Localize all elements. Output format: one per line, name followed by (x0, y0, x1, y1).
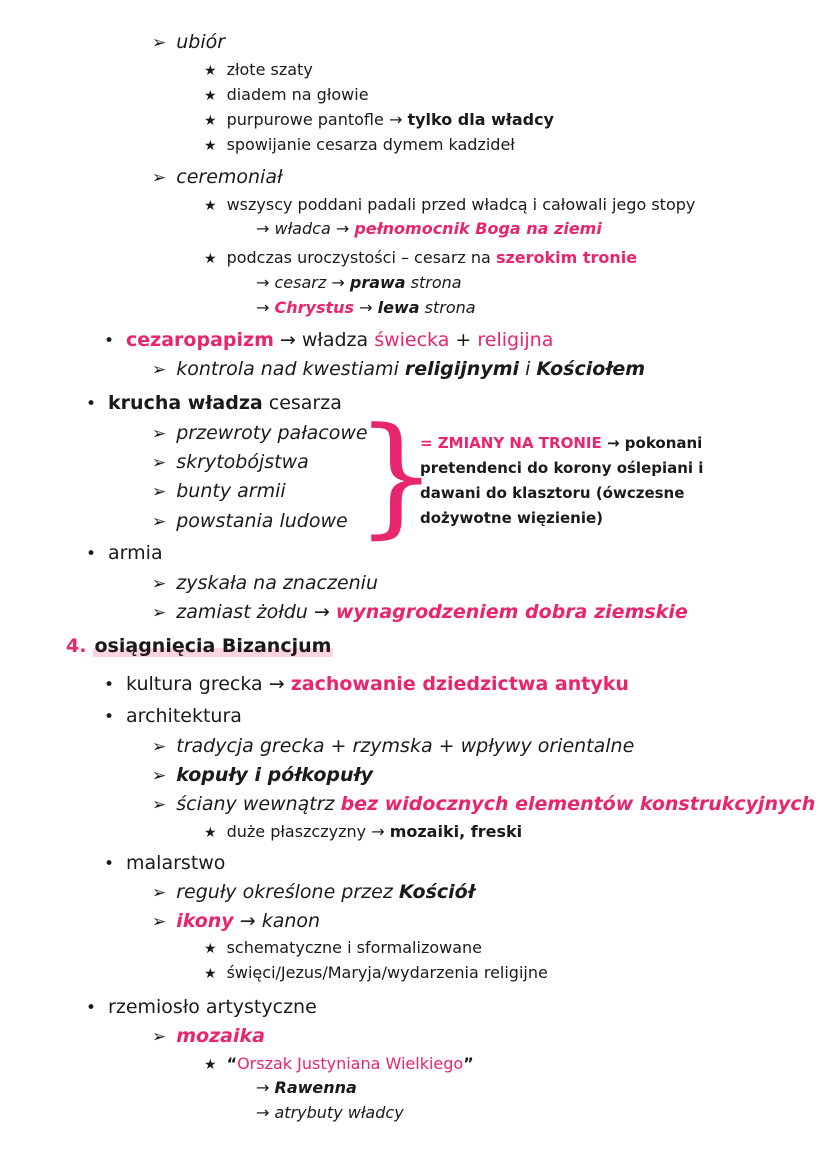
list-item: ★ purpurowe pantofle → tylko dla władcy (204, 110, 554, 129)
brace-note-line: dawani do klasztoru (ówczesne (420, 484, 685, 502)
arrow-bullet-icon: ➢ (152, 33, 167, 53)
list-item: ➢ kopuły i półkopuły (152, 764, 374, 786)
star-bullet-icon: ★ (204, 63, 217, 79)
dot-bullet-icon: • (86, 394, 97, 414)
star-bullet-icon: ★ (204, 251, 217, 267)
star-bullet-icon: ★ (204, 941, 217, 957)
section-heading: 4. osiągnięcia Bizancjum (66, 635, 332, 657)
list-subitem: → atrybuty władcy (256, 1103, 404, 1122)
list-subitem: ★ duże płaszczyzny → mozaiki, freski (204, 822, 523, 841)
arrow-icon: → (268, 673, 285, 695)
list-subitem: ★ schematyczne i sformalizowane (204, 938, 483, 957)
list-item: ➢ tradycja grecka + rzymska + wpływy orientalne (152, 735, 635, 757)
list-item: ➢ ściany wewnątrz bez widocznych elementów konstrukcyjnych (152, 793, 816, 815)
bullet-item: • architektura (104, 705, 242, 727)
list-item: ★ złote szaty (204, 60, 313, 79)
star-bullet-icon: ★ (204, 198, 217, 214)
list-item: ➢ powstania ludowe (152, 510, 348, 532)
list-subitem: ★ “Orszak Justyniana Wielkiego” (204, 1054, 474, 1073)
arrow-icon: → (331, 273, 345, 292)
dot-bullet-icon: • (86, 998, 97, 1018)
arrow-icon: → (256, 1103, 270, 1122)
arrow-bullet-icon: ➢ (152, 1027, 167, 1047)
dot-bullet-icon: • (104, 675, 115, 695)
brace-note-line: dożywotne więzienie) (420, 509, 604, 527)
arrow-icon: → (359, 298, 373, 317)
arrow-icon: → (239, 910, 256, 932)
list-item: ➢ przewroty pałacowe (152, 422, 368, 444)
bullet-item: • krucha władza cesarza (86, 392, 342, 414)
arrow-bullet-icon: ➢ (152, 766, 167, 786)
list-item: ➢ skrytobójstwa (152, 451, 309, 473)
arrow-icon: → (256, 298, 270, 317)
arrow-icon: → (335, 219, 350, 238)
list-item: ➢ bunty armii (152, 480, 286, 502)
arrow-bullet-icon: ➢ (152, 482, 167, 502)
arrow-bullet-icon: ➢ (152, 512, 167, 532)
list-item: ➢ ikony → kanon (152, 910, 321, 932)
arrow-icon: → (606, 434, 620, 452)
list-subitem: → Chrystus → lewa strona (256, 298, 476, 317)
bullet-item: • cezaropapizm → władza świecka + religijna (104, 329, 554, 351)
arrow-bullet-icon: ➢ (152, 424, 167, 444)
arrow-icon: → (256, 273, 270, 292)
arrow-bullet-icon: ➢ (152, 360, 167, 380)
list-item: ➢ mozaika (152, 1025, 265, 1047)
arrow-bullet-icon: ➢ (152, 883, 167, 903)
bullet-item: • malarstwo (104, 852, 226, 874)
arrow-bullet-icon: ➢ (152, 795, 167, 815)
bullet-item: • kultura grecka → zachowanie dziedzictwa antyku (104, 673, 629, 695)
curly-brace-icon: } (355, 399, 438, 551)
arrow-bullet-icon: ➢ (152, 168, 167, 188)
star-bullet-icon: ★ (204, 88, 217, 104)
dot-bullet-icon: • (104, 331, 115, 351)
list-subitem: ★ święci/Jezus/Maryja/wydarzenia religijne (204, 963, 548, 982)
star-bullet-icon: ★ (204, 966, 217, 982)
ubior-heading: ➢ ubiór (152, 31, 226, 53)
bullet-item: • rzemiosło artystyczne (86, 996, 317, 1018)
bullet-item: • armia (86, 542, 163, 564)
list-item: ★ wszyscy poddani padali przed władcą i całowali jego stopy (204, 195, 696, 214)
list-item: ➢ zamiast żołdu → wynagrodzeniem dobra ziemskie (152, 601, 688, 623)
list-subitem: → Rawenna (256, 1078, 357, 1097)
brace-note-line: pretendenci do korony oślepiani i (420, 459, 704, 477)
arrow-bullet-icon: ➢ (152, 912, 167, 932)
arrow-bullet-icon: ➢ (152, 737, 167, 757)
star-bullet-icon: ★ (204, 825, 217, 841)
ceremonial-heading: ➢ ceremoniał (152, 166, 283, 188)
list-item: ➢ zyskała na znaczeniu (152, 572, 379, 594)
arrow-icon: → (256, 1078, 270, 1097)
list-item: ★ diadem na głowie (204, 85, 369, 104)
list-subitem: → władca → pełnomocnik Boga na ziemi (256, 219, 602, 238)
brace-note-line: = ZMIANY NA TRONIE → pokonani (420, 434, 703, 452)
dot-bullet-icon: • (86, 544, 97, 564)
list-item: ➢ reguły określone przez Kościół (152, 881, 475, 903)
arrow-bullet-icon: ➢ (152, 603, 167, 623)
arrow-bullet-icon: ➢ (152, 574, 167, 594)
arrow-icon: → (371, 822, 385, 841)
dot-bullet-icon: • (104, 854, 115, 874)
list-item: ➢ kontrola nad kwestiami religijnymi i Kościołem (152, 358, 646, 380)
arrow-icon: → (388, 110, 403, 129)
list-subitem: → cesarz → prawa strona (256, 273, 462, 292)
dot-bullet-icon: • (104, 707, 115, 727)
arrow-icon: → (313, 601, 330, 623)
star-bullet-icon: ★ (204, 138, 217, 154)
list-item: ★ spowijanie cesarza dymem kadzideł (204, 135, 515, 154)
list-item: ★ podczas uroczystości – cesarz na szerokim tronie (204, 248, 638, 267)
arrow-icon: → (256, 219, 270, 238)
arrow-bullet-icon: ➢ (152, 453, 167, 473)
star-bullet-icon: ★ (204, 113, 217, 129)
arrow-icon: → (279, 329, 296, 351)
star-bullet-icon: ★ (204, 1057, 217, 1073)
